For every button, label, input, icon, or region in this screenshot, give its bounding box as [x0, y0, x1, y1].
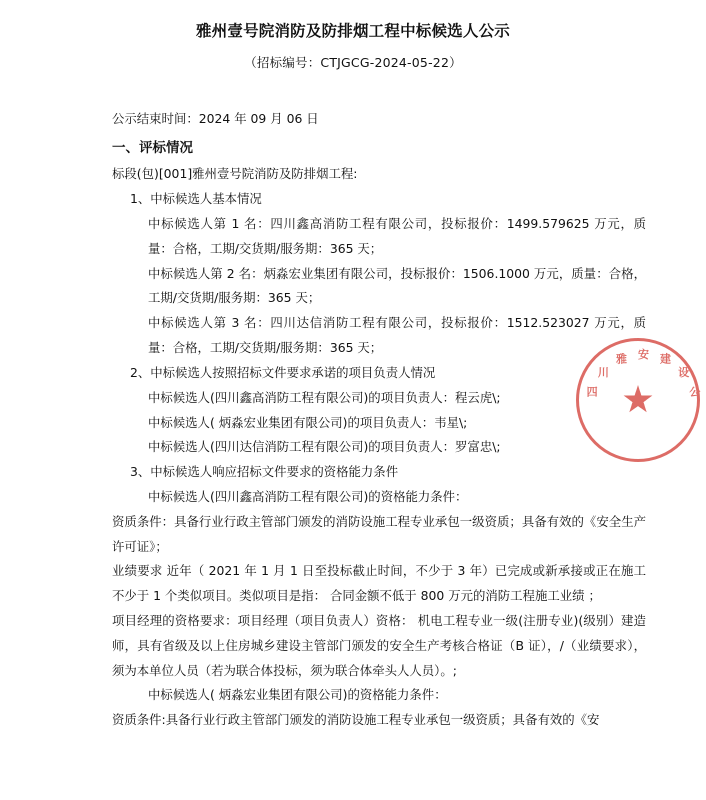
candidate-2: 中标候选人第 2 名：炳淼宏业集团有限公司，投标报价：1506.1000 万元，质量：合格，工期/交货期/服务期：365 天； — [148, 265, 646, 306]
qualification-intro-1: 中标候选人(四川鑫高消防工程有限公司)的资格能力条件： — [148, 488, 468, 504]
qualification-2-line-1: 资质条件:具备行业行政主管部门颁发的消防设施工程专业承包一级资质；具备有效的《安 — [112, 712, 600, 728]
official-seal-stamp — [576, 338, 700, 462]
qualification-1-line-3: 项目经理的资格要求：项目经理（项目负责人）资格： 机电工程专业一级(注册专业)(级别）建造师，具有省级及以上住房城乡建设主管部门颁发的安全生产考核合格证（B 证），/（业绩要求），须为本单位人员（若为联合体投标，须为联合体牵头人人员）。; — [112, 613, 646, 678]
candidate-3: 中标候选人第 3 名：四川达信消防工程有限公司，投标报价：1512.523027 万元，质量：合格，工期/交货期/服务期：365 天； — [148, 315, 646, 356]
tender-number: （招标编号：CTJGCG-2024-05-22） — [244, 55, 462, 71]
project-manager-2: 中标候选人( 炳淼宏业集团有限公司)的项目负责人：韦星\; — [148, 414, 468, 430]
item1-heading: 1、中标候选人基本情况 — [130, 191, 262, 207]
lot-line: 标段(包)[001]雅州壹号院消防及防排烟工程: — [112, 166, 358, 182]
qualification-intro-2: 中标候选人( 炳淼宏业集团有限公司)的资格能力条件： — [148, 687, 447, 703]
qualification-1-line-2: 业绩要求 近年（ 2021 年 1 月 1 日至投标截止时间，不少于 3 年）已完成或新承接或正在施工不少于 1 个类似项目。类似项目是指： 合同金额不低于 800 万元的消防工程施工业绩 ； — [112, 563, 646, 604]
page-title: 雅州壹号院消防及防排烟工程中标候选人公示 — [195, 22, 510, 40]
project-manager-1: 中标候选人(四川鑫高消防工程有限公司)的项目负责人：程云虎\; — [148, 389, 501, 405]
seal-text: 四 川 雅 安 建 设 公 — [586, 348, 701, 399]
section-heading-evaluation: 一、评标情况 — [112, 140, 193, 157]
qualification-1-line-1: 资质条件：具备行业行政主管部门颁发的消防设施工程专业承包一级资质；具备有效的《安全生产许可证》； — [112, 513, 646, 554]
spacer — [112, 97, 646, 107]
item2-heading: 2、中标候选人按照招标文件要求承诺的项目负责人情况 — [130, 364, 436, 380]
project-manager-3: 中标候选人(四川达信消防工程有限公司)的项目负责人：罗富忠\; — [148, 439, 501, 455]
candidate-1: 中标候选人第 1 名：四川鑫高消防工程有限公司，投标报价：1499.579625 万元，质量：合格，工期/交货期/服务期：365 天； — [148, 216, 646, 256]
deadline-line: 公示结束时间：2024 年 09 月 06 日 — [112, 111, 319, 127]
item3-heading: 3、中标候选人响应招标文件要求的资格能力条件 — [130, 464, 399, 480]
document-page — [0, 20, 706, 800]
